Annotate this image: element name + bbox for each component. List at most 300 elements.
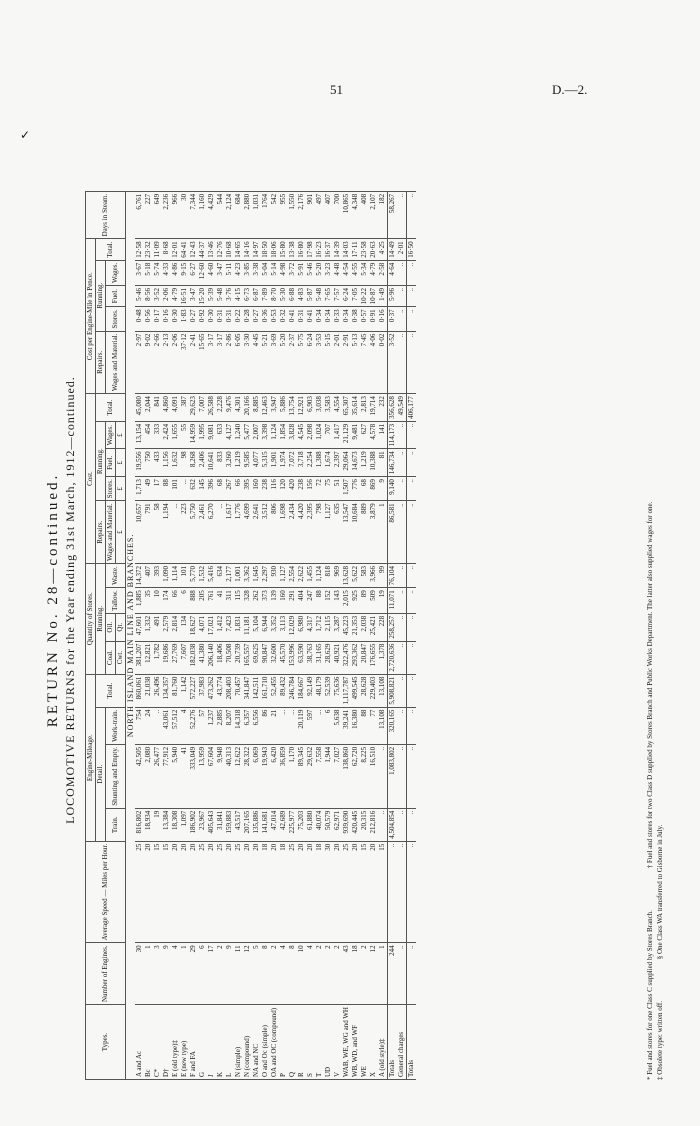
- table-cell: 14·16: [243, 239, 252, 260]
- rotated-table-region: [45, 100, 675, 1100]
- table-cell: 25: [342, 841, 351, 943]
- table-cell: 1,507: [342, 477, 351, 501]
- row-label: D†: [162, 1005, 171, 1080]
- table-cell: 1,083,802: [388, 744, 398, 808]
- table-cell: ..: [378, 744, 388, 808]
- table-cell: ..: [397, 421, 407, 449]
- table-cell: 229,403: [369, 674, 378, 707]
- table-cell: 1,160: [198, 191, 207, 239]
- table-cell: 7·65: [324, 285, 333, 306]
- table-row: [153, 191, 162, 1079]
- table-cell: 21,129: [342, 421, 351, 449]
- table-cell: 6·24: [306, 331, 315, 394]
- table-cell: 182,038: [189, 641, 198, 674]
- table-cell: 2,720,636: [388, 641, 398, 674]
- table-cell: 1,024: [315, 421, 324, 449]
- table-cell: 1,854: [279, 421, 288, 449]
- table-cell: 25: [135, 841, 144, 943]
- table-cell: 88: [360, 707, 369, 744]
- table-cell: 901: [306, 191, 315, 239]
- table-cell: 58: [153, 501, 162, 564]
- row-label: E (new type): [180, 1005, 189, 1080]
- table-row: [171, 191, 180, 1079]
- table-body: [126, 191, 417, 1079]
- table-cell: 11·09: [153, 239, 162, 260]
- table-cell: 1,114: [171, 563, 180, 587]
- table-cell: 50,579: [324, 808, 333, 841]
- table-cell: 28,629: [324, 641, 333, 674]
- table-cell: 15: [378, 841, 388, 943]
- table-cell: 1,388: [315, 449, 324, 477]
- table-cell: 1,219: [234, 449, 243, 477]
- table-cell: 0·31: [297, 307, 306, 331]
- table-cell: 267: [225, 477, 234, 501]
- unit-cwt: Cwt.: [116, 641, 126, 674]
- table-cell: 3·76: [225, 285, 234, 306]
- table-cell: ..: [407, 421, 417, 449]
- table-cell: 207,165: [243, 808, 252, 841]
- col-cost-total: Total.: [96, 394, 126, 422]
- table-cell: 2,424: [162, 421, 171, 449]
- table-cell: 6,357: [243, 707, 252, 744]
- col-num-engines: Number of Engines.: [86, 943, 126, 1005]
- table-row: [261, 191, 270, 1079]
- table-cell: 13,959: [198, 744, 207, 808]
- table-cell: 833: [216, 449, 225, 477]
- unit-pound-stores: £: [116, 477, 126, 501]
- col-quantity-stores: Quantity of Stores.: [86, 563, 96, 674]
- table-cell: 2,397: [333, 449, 342, 477]
- table-cell: 88: [162, 477, 171, 501]
- table-cell: 1,901: [270, 449, 279, 477]
- table-cell: 18: [351, 943, 360, 1005]
- table-cell: 141: [378, 421, 388, 449]
- col-cost-stores: Stores.: [106, 477, 116, 501]
- table-cell: 176,655: [369, 641, 378, 674]
- table-cell: 37·12: [180, 331, 189, 394]
- table-cell: 3,287: [333, 613, 342, 641]
- table-cell: 12: [369, 943, 378, 1005]
- table-cell: 4·60: [207, 260, 216, 285]
- table-cell: 454: [144, 421, 153, 449]
- table-cell: 12·60: [198, 260, 207, 285]
- table-cell: 99: [378, 563, 388, 587]
- table-cell: 5·20: [279, 331, 288, 394]
- table-cell: 9,585: [243, 449, 252, 477]
- table-cell: 4·15: [234, 285, 243, 306]
- table-cell: 1,332: [144, 613, 153, 641]
- table-cell: 1,237: [207, 707, 216, 744]
- table-cell: 3,966: [369, 563, 378, 587]
- table-cell: 16,380: [351, 707, 360, 744]
- table-cell: 404: [297, 588, 306, 614]
- table-cell: 7,607: [180, 641, 189, 674]
- table-cell: 11,071: [388, 588, 398, 614]
- table-cell: 223: [180, 501, 189, 564]
- col-types: Types.: [86, 1005, 126, 1080]
- table-cell: 21: [270, 707, 279, 744]
- table-cell: 20,166: [243, 394, 252, 422]
- table-cell: 13,108: [378, 707, 388, 744]
- table-cell: 89,432: [279, 674, 288, 707]
- table-cell: 4,077: [252, 449, 261, 477]
- table-cell: 1764: [261, 191, 270, 239]
- table-cell: 62,971: [333, 808, 342, 841]
- table-cell: 8·56: [144, 285, 153, 306]
- unit-pound-fuel: £: [116, 449, 126, 477]
- table-cell: 2·01: [333, 331, 342, 394]
- table-row: [252, 191, 261, 1079]
- table-cell: ..: [397, 477, 407, 501]
- table-cell: 4·06: [369, 331, 378, 394]
- table-cell: 14,318: [234, 707, 243, 744]
- table-cell: ..: [153, 707, 162, 744]
- table-cell: 14·39: [333, 239, 342, 260]
- table-cell: 12·58: [135, 239, 144, 260]
- table-cell: 2,015: [342, 588, 351, 614]
- table-cell: 66: [234, 477, 243, 501]
- table-cell: 212,816: [369, 808, 378, 841]
- col-cpm-repairs: Repairs.: [96, 331, 106, 394]
- table-cell: 5·30: [279, 285, 288, 306]
- table-cell: 5·87: [306, 285, 315, 306]
- table-cell: 45,080: [135, 394, 144, 422]
- table-cell: 14·97: [252, 239, 261, 260]
- table-cell: 45,223: [342, 613, 351, 641]
- table-cell: 420: [288, 477, 297, 501]
- table-cell: 1,632: [171, 449, 180, 477]
- table-cell: 4,545: [297, 421, 306, 449]
- table-cell: 3·85: [243, 260, 252, 285]
- table-cell: 44·37: [198, 239, 207, 260]
- table-cell: 818: [324, 563, 333, 587]
- table-cell: 47,014: [270, 808, 279, 841]
- table-cell: 860,061: [135, 674, 144, 707]
- table-cell: 5,638: [333, 707, 342, 744]
- table-cell: 2,813: [360, 394, 369, 422]
- table-cell: 225,977: [288, 808, 297, 841]
- table-cell: 205: [198, 588, 207, 614]
- table-cell: 597: [306, 707, 315, 744]
- table-cell: 341,847: [243, 674, 252, 707]
- table-cell: 1: [144, 943, 153, 1005]
- row-label: UD: [324, 1005, 333, 1080]
- table-cell: 17,021: [207, 613, 216, 641]
- table-cell: 754: [135, 707, 144, 744]
- table-cell: 0·30: [207, 307, 216, 331]
- table-cell: 7,007: [198, 394, 207, 422]
- table-cell: ..: [407, 449, 417, 477]
- table-cell: 1,655: [171, 421, 180, 449]
- table-cell: 1,001: [234, 563, 243, 587]
- table-cell: 15·65: [198, 331, 207, 394]
- table-cell: 12,029: [288, 613, 297, 641]
- table-cell: ..: [407, 285, 417, 306]
- table-cell: ..: [407, 943, 417, 1005]
- table-cell: 10·68: [225, 239, 234, 260]
- table-cell: 9·02: [144, 331, 153, 394]
- table-cell: 5·21: [261, 331, 270, 394]
- table-row: [297, 191, 306, 1079]
- table-cell: 135,886: [252, 808, 261, 841]
- table-cell: 31,165: [315, 641, 324, 674]
- table-cell: 29,064: [342, 449, 351, 477]
- table-cell: 208,403: [225, 674, 234, 707]
- table-cell: 77: [369, 707, 378, 744]
- table-row: [279, 191, 288, 1079]
- table-cell: 0·34: [342, 307, 351, 331]
- table-cell: 5·48: [216, 285, 225, 306]
- table-cell: 2,554: [288, 563, 297, 587]
- table-cell: 1,240: [234, 421, 243, 449]
- table-cell: 20: [225, 841, 234, 943]
- table-cell: 5·96: [388, 285, 398, 306]
- table-cell: 1,550: [288, 191, 297, 239]
- row-label: V: [333, 1005, 342, 1080]
- table-cell: 6: [324, 707, 333, 744]
- table-row: [288, 191, 297, 1079]
- table-cell: 3·47: [189, 285, 198, 306]
- col-tallow: Tallow.: [106, 588, 126, 614]
- table-cell: 5: [252, 943, 261, 1005]
- table-cell: ...: [279, 707, 288, 744]
- table-cell: 138,860: [342, 744, 351, 808]
- table-cell: 27,769: [171, 641, 180, 674]
- table-cell: 2,254: [306, 449, 315, 477]
- table-cell: 1,617: [225, 501, 234, 564]
- table-cell: 1,127: [279, 563, 288, 587]
- table-cell: 0·02: [378, 331, 388, 394]
- table-cell: 4,127: [225, 421, 234, 449]
- table-cell: 0·56: [144, 307, 153, 331]
- table-cell: 542: [270, 191, 279, 239]
- table-cell: 5·48: [315, 285, 324, 306]
- table-row: [234, 191, 243, 1079]
- table-cell: ..: [397, 943, 407, 1005]
- table-cell: 15: [153, 841, 162, 943]
- table-cell: 632: [189, 477, 198, 501]
- table-cell: 35: [144, 588, 153, 614]
- table-cell: 0·27: [252, 307, 261, 331]
- table-cell: 247: [306, 588, 315, 614]
- table-cell: 3,828: [288, 421, 297, 449]
- table-cell: 75,203: [297, 808, 306, 841]
- table-cell: 9,948: [216, 744, 225, 808]
- col-cost-running: Running.: [96, 421, 106, 501]
- table-cell: 160: [252, 477, 261, 501]
- table-cell: 20: [297, 841, 306, 943]
- table-cell: 3·52: [153, 285, 162, 306]
- table-cell: 12·43: [189, 239, 198, 260]
- table-cell: 3,352: [270, 613, 279, 641]
- table-cell: 3·69: [270, 331, 279, 394]
- table-cell: ..: [407, 331, 417, 394]
- table-cell: 2,038: [360, 613, 369, 641]
- table-cell: 2,176: [297, 191, 306, 239]
- table-cell: 4·64: [388, 260, 398, 285]
- row-label: N (compound): [243, 1005, 252, 1080]
- table-cell: 2,579: [162, 613, 171, 641]
- table-cell: 925: [351, 588, 360, 614]
- table-cell: 4,317: [306, 613, 315, 641]
- col-coal: Coal.: [106, 641, 116, 674]
- table-cell: 0·16: [162, 307, 171, 331]
- table-cell: 20: [351, 841, 360, 943]
- grand-totals-row: [407, 191, 417, 1079]
- table-cell: 889: [360, 501, 369, 564]
- table-cell: 405,643: [207, 808, 216, 841]
- table-cell: 2: [333, 943, 342, 1005]
- table-cell: 2: [216, 943, 225, 1005]
- table-cell: 4·98: [279, 260, 288, 285]
- table-cell: 20: [180, 841, 189, 943]
- row-label: P: [279, 1005, 288, 1080]
- table-cell: 930: [270, 563, 279, 587]
- row-label: T: [315, 1005, 324, 1080]
- table-cell: 75: [324, 477, 333, 501]
- table-cell: 2·37: [288, 331, 297, 394]
- col-cpm-running: Running.: [96, 260, 106, 331]
- table-cell: 66: [171, 588, 180, 614]
- row-label: L: [225, 1005, 234, 1080]
- table-cell: 18,406: [216, 641, 225, 674]
- table-cell: 45,570: [279, 641, 288, 674]
- col-cpm-total: Total.: [96, 239, 126, 260]
- table-cell: 0·38: [351, 307, 360, 331]
- table-header: [86, 191, 126, 1079]
- table-cell: 20·63: [369, 239, 378, 260]
- table-cell: ..: [397, 707, 407, 744]
- table-cell: 2,885: [216, 707, 225, 744]
- table-cell: 1,674: [324, 449, 333, 477]
- table-row: [189, 191, 198, 1079]
- col-cost-wages-material: Wages and Material.: [106, 501, 116, 564]
- table-cell: 0·36: [261, 307, 270, 331]
- table-cell: 86,581: [388, 501, 398, 564]
- table-cell: 61,880: [306, 808, 315, 841]
- table-row: [207, 191, 216, 1079]
- table-cell: 6: [198, 943, 207, 1005]
- table-cell: 627: [360, 421, 369, 449]
- table-cell: ..: [378, 808, 388, 841]
- table-cell: 1,455: [306, 563, 315, 587]
- table-cell: 497: [315, 191, 324, 239]
- table-cell: 13,108: [378, 674, 388, 707]
- table-cell: 14,959: [189, 421, 198, 449]
- table-cell: 7,344: [189, 191, 198, 239]
- table-cell: 1: [378, 501, 388, 564]
- col-mileage-total: Total.: [96, 674, 126, 707]
- table-cell: 101: [171, 477, 180, 501]
- table-cell: 1,090: [162, 563, 171, 587]
- table-cell: 1,645: [252, 563, 261, 587]
- table-cell: 3,583: [324, 394, 333, 422]
- table-cell: 4,429: [207, 191, 216, 239]
- table-cell: 2,814: [171, 613, 180, 641]
- table-cell: 23,967: [198, 808, 207, 841]
- table-cell: 160: [279, 588, 288, 614]
- table-cell: 707: [324, 421, 333, 449]
- table-cell: 16·51: [180, 285, 189, 306]
- table-cell: 0·92: [198, 307, 207, 331]
- table-cell: 12·01: [171, 239, 180, 260]
- table-cell: 5,886: [279, 394, 288, 422]
- table-row: [306, 191, 315, 1079]
- table-cell: 13,547: [342, 501, 351, 564]
- table-cell: 5,750: [189, 501, 198, 564]
- table-cell: 1,417: [333, 421, 342, 449]
- table-cell: 5,315: [261, 449, 270, 477]
- table-cell: 30: [135, 943, 144, 1005]
- table-cell: 2,236: [162, 191, 171, 239]
- table-cell: 238: [261, 477, 270, 501]
- row-label: N (simple): [234, 1005, 243, 1080]
- table-cell: ..: [397, 449, 407, 477]
- table-cell: 3·72: [288, 260, 297, 285]
- table-cell: 4·25: [378, 239, 388, 260]
- footnote: * Fuel and stores for one Class C supplied by Stores Branch.: [646, 910, 654, 1080]
- table-cell: ..: [407, 808, 417, 841]
- table-row: [180, 191, 189, 1079]
- table-cell: 4·83: [297, 285, 306, 306]
- table-cell: 0·17: [153, 307, 162, 331]
- table-cell: ...: [171, 501, 180, 564]
- table-cell: 101: [180, 563, 189, 587]
- table-cell: 206,140: [207, 641, 216, 674]
- table-cell: ..: [397, 260, 407, 285]
- table-cell: 81: [378, 449, 388, 477]
- row-label: A (old style)‡: [378, 1005, 388, 1080]
- table-cell: 30: [180, 191, 189, 239]
- table-cell: ..: [407, 501, 417, 564]
- table-cell: 20: [252, 841, 261, 943]
- table-cell: 0·53: [270, 307, 279, 331]
- document-reference: D.—2.: [552, 82, 588, 97]
- table-cell: 41: [180, 744, 189, 808]
- table-cell: 761: [207, 588, 216, 614]
- totals-row: [388, 191, 398, 1079]
- table-cell: 6,761: [135, 191, 144, 239]
- table-cell: 12,463: [261, 394, 270, 422]
- table-cell: 21,353: [351, 613, 360, 641]
- table-cell: 72: [315, 477, 324, 501]
- table-cell: 26,496: [153, 674, 162, 707]
- table-cell: 5·39: [207, 285, 216, 306]
- table-cell: 2·06: [162, 285, 171, 306]
- table-cell: 4: [180, 707, 189, 744]
- col-oil: Oil.: [106, 613, 116, 641]
- table-cell: 5·34: [360, 260, 369, 285]
- table-cell: 393: [153, 563, 162, 587]
- row-label: Bc: [144, 1005, 153, 1080]
- table-cell: 37,983: [198, 674, 207, 707]
- col-cost-fuel: Fuel.: [106, 449, 116, 477]
- table-cell: ...: [315, 707, 324, 744]
- table-cell: 841: [153, 394, 162, 422]
- table-cell: 6·88: [288, 285, 297, 306]
- table-cell: 7,027: [333, 744, 342, 808]
- table-cell: 159,883: [225, 808, 234, 841]
- footnote: ‡ Obsolete type: written off.: [656, 1001, 664, 1080]
- table-cell: 0·27: [189, 307, 198, 331]
- table-cell: 20: [207, 841, 216, 943]
- table-cell: 888: [189, 588, 198, 614]
- table-cell: 19: [153, 808, 162, 841]
- table-cell: 68: [216, 477, 225, 501]
- table-cell: 15·80: [279, 239, 288, 260]
- table-cell: 39,241: [342, 707, 351, 744]
- table-cell: 20,119: [297, 707, 306, 744]
